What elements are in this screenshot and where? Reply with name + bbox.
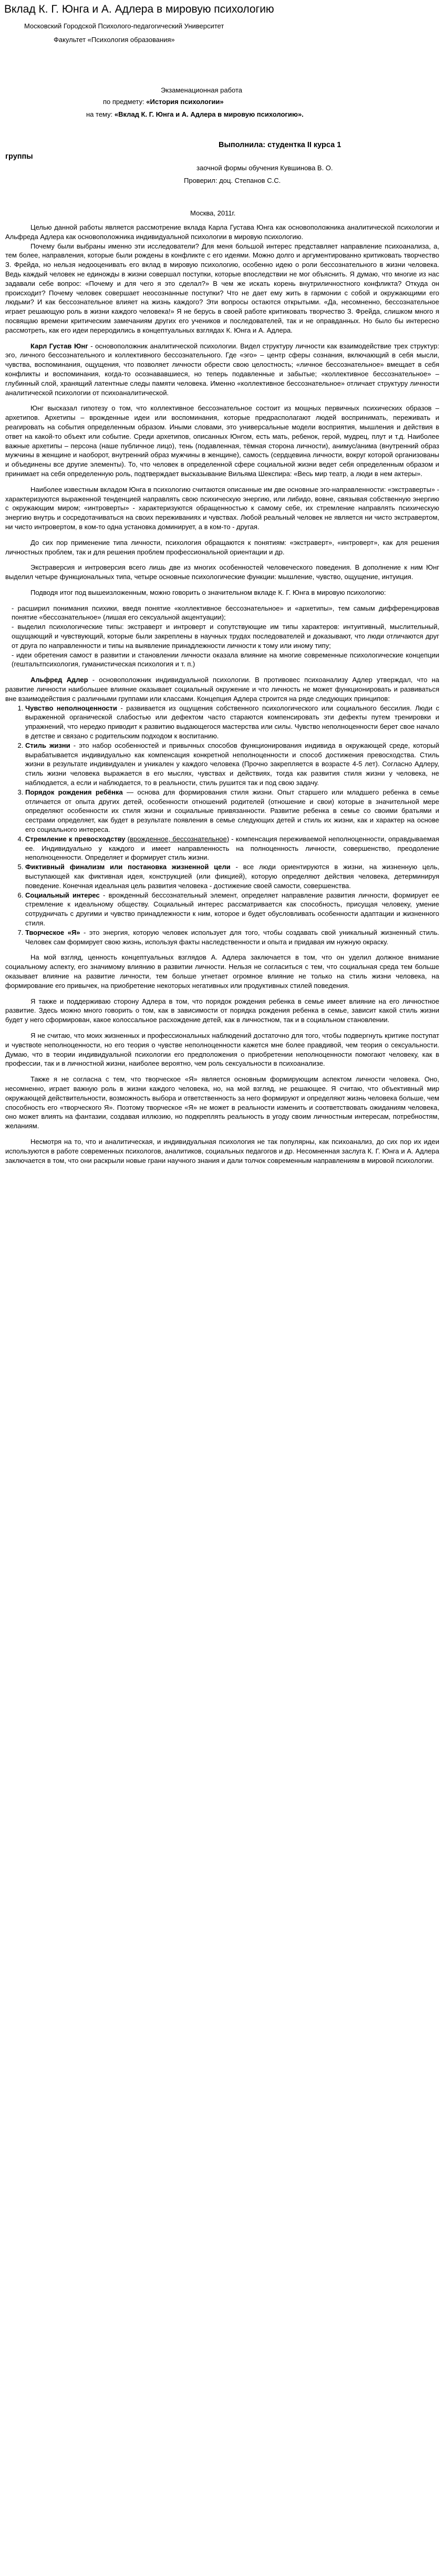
list-item: - расширил понимания психики, введя понятие «коллективное бессознательное» и «архетипы», тем самым дифференцировав понятие «бессознательное» (лишая его сексуальной акцентуации);	[12, 604, 439, 623]
adler-paragraph-1	[5, 675, 439, 703]
list-item: 2. Стиль жизни - это набор особенностей и привычных способов функционирования индивида в окружающей среде, который вырабатывается индивидуально как компенсация конкретной неполноценности и способ достижения превосходства. Стиль жизни в результате индивидуален и уникален у каждого человека (Прочно закрепляется в возрасте 4-5 лет). Согласно Адлеру, стиль жизни человека выражается в его мыслях, чувствах и действиях, тогда как развития стиля жизни у человека, не наблюдается, а если и наблюдается, то в реальности, стиль рушится так и под свою задачу.	[25, 741, 439, 788]
jung-paragraph-4: До сих пор применение типа личности, психология обращаются к понятиям: «экстраверт», «интроверт», как для решения личностных проблем, так и для решения проблем профессиональной ориентации и др.	[5, 538, 439, 556]
adler-name: Альфред Адлер	[30, 676, 88, 684]
closing-paragraph-1: На мой взгляд, ценность концептуальных взглядов А. Адлера заключается в том, что он уделил должное внимание социальному аспекту, его значимому влиянию в развитии личности. Нельзя не согласиться с тем, что социальная среда тем больше оказывает влияние на развитие личности, тем больше угнетает огромное влияние не только на стиль жизни человека, на формирование его привычек, на приобретение некоторых негативных или продуктивных стилей поведения.	[5, 953, 439, 990]
university-name: Московский Городской Психолого-педагогический Университет	[24, 22, 224, 30]
adler-principles-list	[5, 704, 439, 947]
closing-paragraph-3: Я не считаю, что моих жизненных и профессиональных наблюдений достаточно для того, чтобы подвергнуть критике поступат и чувствоte неполноценности, но его теория о чувстве неполноценности кажется мне более правдивой, чем теория о сексуальности. Думаю, что в теории индивидуальной психологии его предположения о приобретении неполноценности помогают человеку, как в профессии, так и в личностной жизни, наиболее вероятно, чем роль сексуальности в психоанализе.	[5, 1031, 439, 1068]
list-item: 5. Фиктивный финализм или постановка жизненной цели - все люди ориентируются в жизни, на жизненную цель, выступающей как фиктивная идея, конструкцией (или фикцией), которую определяют действия человека, детерминируя поведение. Конечная идеальная цель развития человека - достижение своей самости, совершенства.	[25, 862, 439, 890]
page-title: Вклад К. Г. Юнга и А. Адлера в мировую психологию	[4, 3, 274, 15]
jung-paragraph-2: Юнг высказал гипотезу о том, что коллективное бессознательное состоит из мощных первичных психических образов – архетипов. Архетипы – врожденные идеи или воспоминания, которые предрасполагают людей воспринимать, переживать и реагировать на события определенным образом. Иными словами, это универсальные модели восприятия, мышления и действия в ответ на какой-то объект или событие. Среди архетипов, описанных Юнгом, есть мать, ребенок, герой, мудрец, плут и т.д. Наиболее важные архетипы – персона (наше публичное лицо), тень (подавленная, тёмная сторона личности), анимус/анима (внутренний образ мужчины в женщине и наоборот, внутренний образ мужчины в женщине), самость (сердцевина личности, вокруг которой организованы и объединены все другие элементы). То, что человек в определенной сфере социальной жизни ведет себя определенным образом и принимает на себя определенную роль, подтверждает высказывание Вильяма Шекспира: «Весь мир театр, а люди в нем актеры».	[5, 404, 439, 478]
list-item: 4. Стремление к превосходству (врожденное, бессознательное) - компенсация переживаемой неполноценности, оправдываемая ее. Индивидуально у каждого и имеет направленность на полноценность личности, совершенство, преодоление неполноценности. Определяет и формирует стиль жизни.	[25, 834, 439, 862]
list-item: 3. Порядок рождения ребёнка — основа для формирования стиля жизни. Опыт старшего или младшего ребенка в семье отличается от опыта других детей, особенности отношений родителей (отношение и свои) которые в значительной мере определяют особенности их стиля жизни и социальные привязанности. Развитие ребенка в семье со своими братьями и сестрами определяет, как будет в результате появления в семье следующих детей и стиль их жизни, как и характер на основе его социального интереса.	[25, 788, 439, 834]
study-form: заочной формы обучения Кувшинова В. О.	[196, 164, 333, 172]
jung-paragraph-1-text: - основоположник аналитической психологии. Видел структуру личности как взаимодействие трех структур: эго, личного бессознательного и коллективного бессознательного. Где «эго» – центр сферы сознания, включающий в себя мысли, чувства, воспоминания, ощущения, что позволяет личности обрести свою целостность; «личное бессознательное» вмещает в себя конфликты и воспоминания, когда-то осознававшиеся, но теперь подавленные и забытые; «коллективное бессознательное» – глубинный слой, хранящий латентные следы памяти человека. Именно «коллективное бессознательное» отличает структуру личности аналитической психологии от психоаналитической.	[5, 342, 439, 397]
list-item: - выделил психологические типы: экстраверт и интроверт и сопутствующие им типы характеров: интуитивный, мыслительный, ощущающий и чувствующий, которые были закреплены в научных трудах последователей и доказывают, что люди отличаются друг от друга по направленности и типы на выявление принадлежности личности к тому или иному типу;	[12, 622, 439, 650]
topic-prefix: на тему:	[86, 110, 115, 118]
adler-paragraph-1-text: - основоположник индивидуальной психологии. В противовес психоанализу Адлер утверждал, что на развитие личности наибольшее влияние оказывает социальный окружение и что личность не может функционировать и развиваться вне взаимодействия с различными группами или классами. Концепция Адлера строится на ряде следующих принципов:	[5, 676, 439, 703]
intro-paragraph-2: Почему были выбраны именно эти исследователи? Для меня большой интерес представляет направление психоанализа, а, тем более, направления, которые были рождены в конфликте с его идеями. Можно долго и аргументированно критиковать творчество З. Фрейда, но нельзя недооценивать его вклад в мировую психологию, особенно идею о роли бессознательного в жизни человека. Ведь каждый человек не единожды в жизни совершал поступки, которые впоследствии не мог объяснить. Я думаю, что многие из нас задавали себе вопрос: «Почему и для чего я это сделал?» В чем же искать корень внутриличностного конфликта? Откуда он происходит? Почему человек совершает неосознанные поступки? Что не дает ему жить в гармонии с собой и окружающими его людьми? И как бессознательное влияет на жизнь каждого? Эти вопросы остаются открытыми. «Да, несомненно, бессознательное играет решающую роль в жизни каждого человека!» Я не берусь в своей работе критиковать творчество З. Фрейда, слишком много я посвящаю времени критическим замечаниям других его учеников и последователей, так и не оправданных. Но было бы интересно рассмотреть, как его идеи переродились в концептуальных взглядах К. Юнга и А. Адлера.	[5, 242, 439, 334]
jung-contributions-list	[5, 604, 439, 669]
intro-paragraph-1: Целью данной работы является рассмотрение вклада Карла Густава Юнга как основоположника аналитической психологии и Альфреда Адлера как основоположника индивидуальной психологии в мировую психологию.	[5, 223, 439, 241]
topic-name: «Вклад К. Г. Юнга и А. Адлера в мировую психологию».	[114, 110, 304, 118]
topic-line	[86, 110, 304, 119]
city-year: Москва, 2011г.	[190, 209, 236, 217]
list-item: 6. Социальный интерес - врожденный бессознательный элемент, определяет направление развития личности, формирует ее стремление к идеальному обществу. Социальный интерес рассматривается как способность, присущая человеку, умение сотрудничать с другими и чувство принадлежности к ним, которое и будет обусловливать особенности адаптации и жизненного стиля.	[25, 891, 439, 928]
subject-prefix: по предмету:	[103, 98, 147, 106]
jung-paragraph-5: Экстраверсия и интроверсия всего лишь две из многих особенностей человеческого поведения. В дополнение к ним Юнг выделил четыре функциональных типа, четыре основные психологические функции: мышление, чувство, ощущение, интуиция.	[5, 563, 439, 581]
jung-name: Карл Густав Юнг	[30, 342, 88, 350]
list-item: 1. Чувство неполноценности - развивается из ощущения собственного психологического или социального бессилия. Люди с выраженной органической слабостью или дефектом часто стараются компенсировать эти дефекты путем тренировки и упражнений, что нередко приводит к развитию выдающегося мастерства или силы. Чувство неполноценности берет свое начало в детстве и связано с родительским подходом к воспитанию.	[25, 704, 439, 741]
list-item: 7. Творческое «Я» - это энергия, которую человек использует для того, чтобы создавать свой уникальный жизненный стиль. Человек сам формирует свою жизнь, используя факты наследственности и опыта и придавая им нужную окраску.	[25, 928, 439, 947]
subject-line	[103, 98, 224, 106]
checked-by: Проверил: доц. Степанов С.С.	[184, 177, 281, 184]
group-label: группы	[5, 152, 33, 161]
closing-paragraph-5: Несмотря на то, что и аналитическая, и индивидуальная психология не так популярны, как психоанализ, до сих пор их идеи используются в работе современных психологов, аналитиков, социальных педагогов и др. Несомненная заслуга К. Г. Юнга и А. Адлера заключается в том, что они раскрыли новые грани научного знания и дали толчок современным направлениям в мировой психологии.	[5, 1137, 439, 1165]
subject-name: «История психологии»	[146, 98, 224, 106]
closing-paragraph-2: Я также и поддерживаю сторону Адлера в том, что порядок рождения ребенка в семье имеет влияние на его личностное развитие. Здесь можно много говорить о том, как в зависимости от порядка рождения ребенка в семье, зависит какой стиль жизни будет у него сформирован, какое колоссальное расхождение детей, как в личностном, так и в социальном становлении.	[5, 997, 439, 1024]
work-type: Экзаменационная работа	[161, 86, 243, 94]
body-text	[5, 223, 439, 1165]
jung-paragraph-6: Подводя итог под вышеизложенным, можно говорить о значительном вкладе К. Г. Юнга в мировую психологию:	[30, 588, 386, 596]
faculty-name: Факультет «Психология образования»	[54, 36, 175, 44]
author-heading: Выполнила: студентка II курса 1	[219, 141, 341, 149]
closing-paragraph-4: Также я не согласна с тем, что творческое «Я» является основным формирующим аспектом личности человека. Оно, несомненно, играет важную роль в жизни каждого человека, но, на мой взгляд, не решающее. Я считаю, что объективный мир окружающей действительности, возможность выбора и ответственность за него формируют и определяют жизнь человека больше, чем способность его «творческого Я». Поэтому творческое «Я» не может в реальности изменить и соответствовать ожиданиям человека, оно может влиять на фантазии, создавая иллюзию, но подкреплять реальность в угоду своим личностным интересам, потребностям, желаниям.	[5, 1075, 439, 1130]
list-item: - идеи обретения самост в развитии и становлении личности оказала влияние на многие современные психологические концепции (гештальтпсихология, гуманистическая психология и т. п.)	[12, 651, 439, 669]
jung-paragraph-1	[5, 342, 439, 398]
jung-paragraph-3: Наиболее известным вкладом Юнга в психологию считаются описанные им две основные эго-направленности: «экстраверты» - характеризуются выраженной тенденцией направлять свою психическую энергию, или либидо, вовне, связывая собственную энергию с окружающим миром; «интроверты» - характеризуются обращенностью к самому себе, их стремление направлять психическую энергию внутрь и сосредотачиваться на своих переживаниях и чувствах. Любой реальный человек не является ни чисто экстравертом, ни чисто интровертом, в ком-то одна установка доминирует, а в ком-то - другая.	[5, 485, 439, 531]
